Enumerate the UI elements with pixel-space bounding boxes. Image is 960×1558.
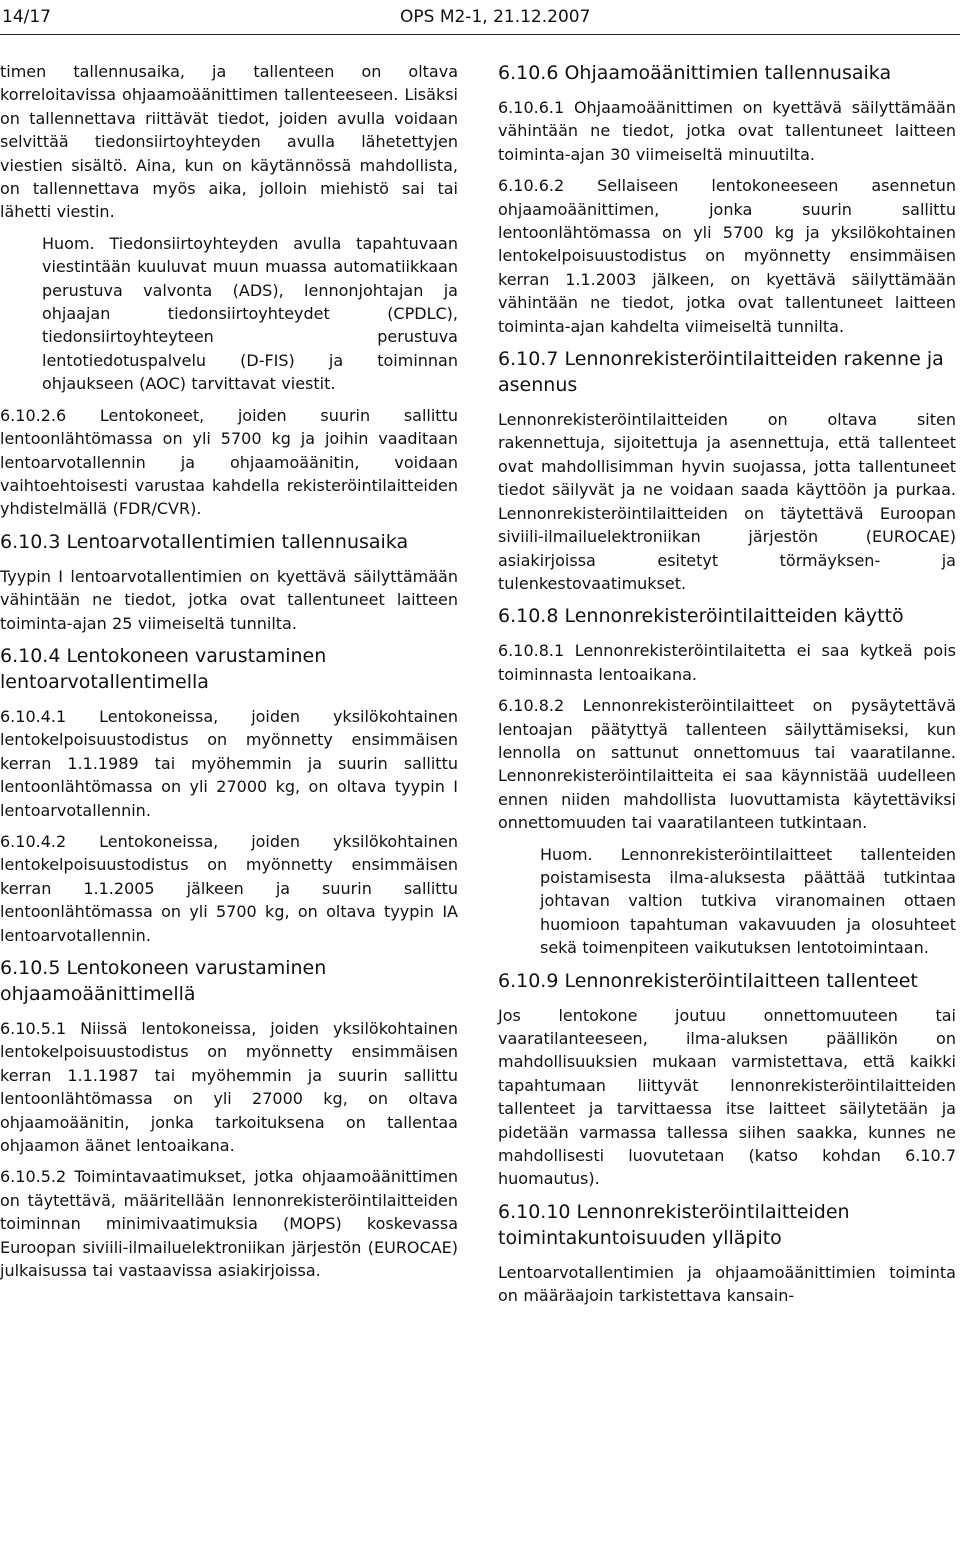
paragraph: 6.10.8.2 Lennonrekisteröintilaitteet on pysäytettävä lentoajan päätyttyä tallenteen säilyttämiseksi, kun lennolla on sattunut onnettomuus tai vaaratilanne. Lennonrekisteröintilaitteita ei saa käynnistää uudelleen ennen niiden mahdollista luovuttamista käytettäviksi onnettomuuden tai vaaratilanteen tutkintaan. — [498, 696, 956, 833]
paragraph: Lentoarvotallentimien ja ohjaamoäänittimien toiminta on määräajoin tarkistettava kansain- — [498, 1262, 956, 1306]
section-heading: 6.10.3 Lentoarvotallentimien tallennusaika — [0, 530, 409, 553]
paragraph: 6.10.8.1 Lennonrekisteröintilaitetta ei saa kytkeä pois toiminnasta lentoaikana. — [498, 641, 956, 684]
page-header — [0, 0, 960, 35]
section-heading: 6.10.4 Lentokoneen varustaminen lentoarvotallentimella — [0, 644, 327, 693]
section-heading: 6.10.7 Lennonrekisteröintilaitteiden rakenne ja asennus — [498, 348, 944, 397]
section-heading: 6.10.9 Lennonrekisteröintilaitteen tallenteet — [498, 969, 918, 992]
paragraph: 6.10.2.6 Lentokoneet, joiden suurin sallittu lentoonlähtömassa on yli 5700 kg ja joihin vaaditaan lentoarvotallennin ja ohjaamoäänitin, voidaan vaihtoehtoisesti varustaa kahdella rekisteröintilaitteiden yhdistelmällä (FDR/CVR). — [0, 405, 458, 519]
document-id: OPS M2-1, 21.12.2007 — [400, 7, 591, 27]
note-paragraph: Huom. Tiedonsiirtoyhteyden avulla tapahtuvaan viestintään kuuluvat muun muassa automatiikkaan perustuva valvonta (ADS), lennonjohtajan ja ohjaajan tiedonsiirtoyhteydet (CPDLC), tiedonsiirtoyhteyteen perustuva lentotiedotuspalvelu (D-FIS) ja toiminnan ohjaukseen (AOC) tarvittavat viestit. — [42, 233, 458, 394]
section-heading: 6.10.10 Lennonrekisteröintilaitteiden toimintakuntoisuuden ylläpito — [498, 1200, 850, 1249]
paragraph: Jos lentokone joutuu onnettomuuteen tai vaaratilanteeseen, ilma-aluksen päällikön on mahdollisuuksien mukaan varmistettava, että kaikki tapahtumaan liittyvät lennonrekisteröintilaitteiden tallenteet ja tarvittaessa itse laitteet säilytetään ja pidetään varmassa tallessa siihen saakka, kunnes ne mahdollisesti luovutetaan (katso kohdan 6.10.7 huomautus). — [498, 1005, 956, 1189]
paragraph: Tyypin I lentoarvotallentimien on kyettävä säilyttämään vähintään ne tiedot, jotka ovat tallentuneet laitteen toiminta-ajan 25 viimeiseltä tunnilta. — [0, 566, 458, 633]
section-heading: 6.10.5 Lentokoneen varustaminen ohjaamoäänittimellä — [0, 957, 327, 1005]
paragraph: 6.10.4.1 Lentokoneissa, joiden yksilökohtainen lentokelpoisuustodistus on myönnetty ensimmäisen kerran 1.1.1989 tai myöhemmin ja suurin sallittu lentoonlähtömassa on yli 27000 kg, on oltava tyypin I lentoarvotallennin. — [0, 706, 458, 820]
section-heading: 6.10.6 Ohjaamoäänittimien tallennusaika — [498, 62, 892, 84]
right-column — [498, 60, 956, 1316]
note-paragraph: Huom. Lennonrekisteröintilaitteet tallenteiden poistamisesta ilma-aluksesta päättää tutkintaa johtavan valtion tutkiva viranomainen ottaen huomioon tapahtuman vakavuuden ja olosuhteet sekä toimenpiteen vaikutuksen lentotoimintaan. — [540, 844, 956, 958]
paragraph: 6.10.6.1 Ohjaamoäänittimen on kyettävä säilyttämään vähintään ne tiedot, jotka ovat tallentuneet laitteen toiminta-ajan 30 viimeiseltä minuutilta. — [498, 98, 956, 164]
left-column — [0, 60, 458, 1290]
paragraph: 6.10.5.2 Toimintavaatimukset, jotka ohjaamoäänittimen on täytettävä, määritellään lennonrekisteröintilaitteiden toiminnan minimivaatimuksia (MOPS) koskevassa Euroopan siviili-ilmailuelektroniikan järjestön (EUROCAE) julkaisussa tai vastaavissa asiakirjoissa. — [0, 1167, 458, 1281]
paragraph: 6.10.4.2 Lentokoneissa, joiden yksilökohtainen lentokelpoisuustodistus on myönnetty ensimmäisen kerran 1.1.2005 jälkeen ja suurin sallittu lentoonlähtömassa on yli 5700 kg, on oltava tyypin IA lentoarvotallennin. — [0, 831, 458, 945]
paragraph: Lennonrekisteröintilaitteiden on oltava siten rakennettuja, sijoitettuja ja asennettuja, että tallenteet ovat mahdollisimman hyvin suojassa, jotta tallentuneet tiedot säilyvät ja ne voidaan saada käyttöön ja purkaa. Lennonrekisteröintilaitteiden on täytettävä Euroopan siviili-ilmailuelektroniikan järjestön (EUROCAE) asiakirjoissa esitetyt törmäyksen- ja tulenkestovaatimukset. — [498, 410, 956, 593]
page-number: 14/17 — [2, 7, 51, 27]
paragraph: timen tallennusaika, ja tallenteen on oltava korreloitavissa ohjaamoäänittimen tallenteeseen. Lisäksi on tallennettava riittävät tiedot, joiden avulla voidaan selvittää tiedonsiirtoyhteyden avulla lähetettyjen viestien sisältö. Aina, kun on käytännössä mahdollista, on tallennettava myös aika, jolloin miehistö sai tai lähetti viestin. — [0, 62, 458, 222]
section-heading: 6.10.8 Lennonrekisteröintilaitteiden käyttö — [498, 605, 904, 628]
paragraph: 6.10.6.2 Sellaiseen lentokoneeseen asennetun ohjaamoäänittimen, jonka suurin sallittu lentoonlähtömassa on yli 5700 kg ja yksilökohtainen lentokelpoisuustodistus on myönnetty ensimmäisen kerran 1.1.2003 jälkeen, on kyettävä säilyttämään vähintään ne tiedot, jotka ovat tallentuneet laitteen toiminta-ajan kahdelta viimeiseltä tunnilta. — [498, 176, 956, 336]
paragraph: 6.10.5.1 Niissä lentokoneissa, joiden yksilökohtainen lentokelpoisuustodistus on myönnetty ensimmäisen kerran 1.1.1987 tai myöhemmin ja suurin sallittu lentoonlähtömassa on yli 27000 kg, on oltava ohjaamoäänitin, jonka tarkoituksena on tallentaa ohjaamon äänet lentoaikana. — [0, 1019, 458, 1156]
